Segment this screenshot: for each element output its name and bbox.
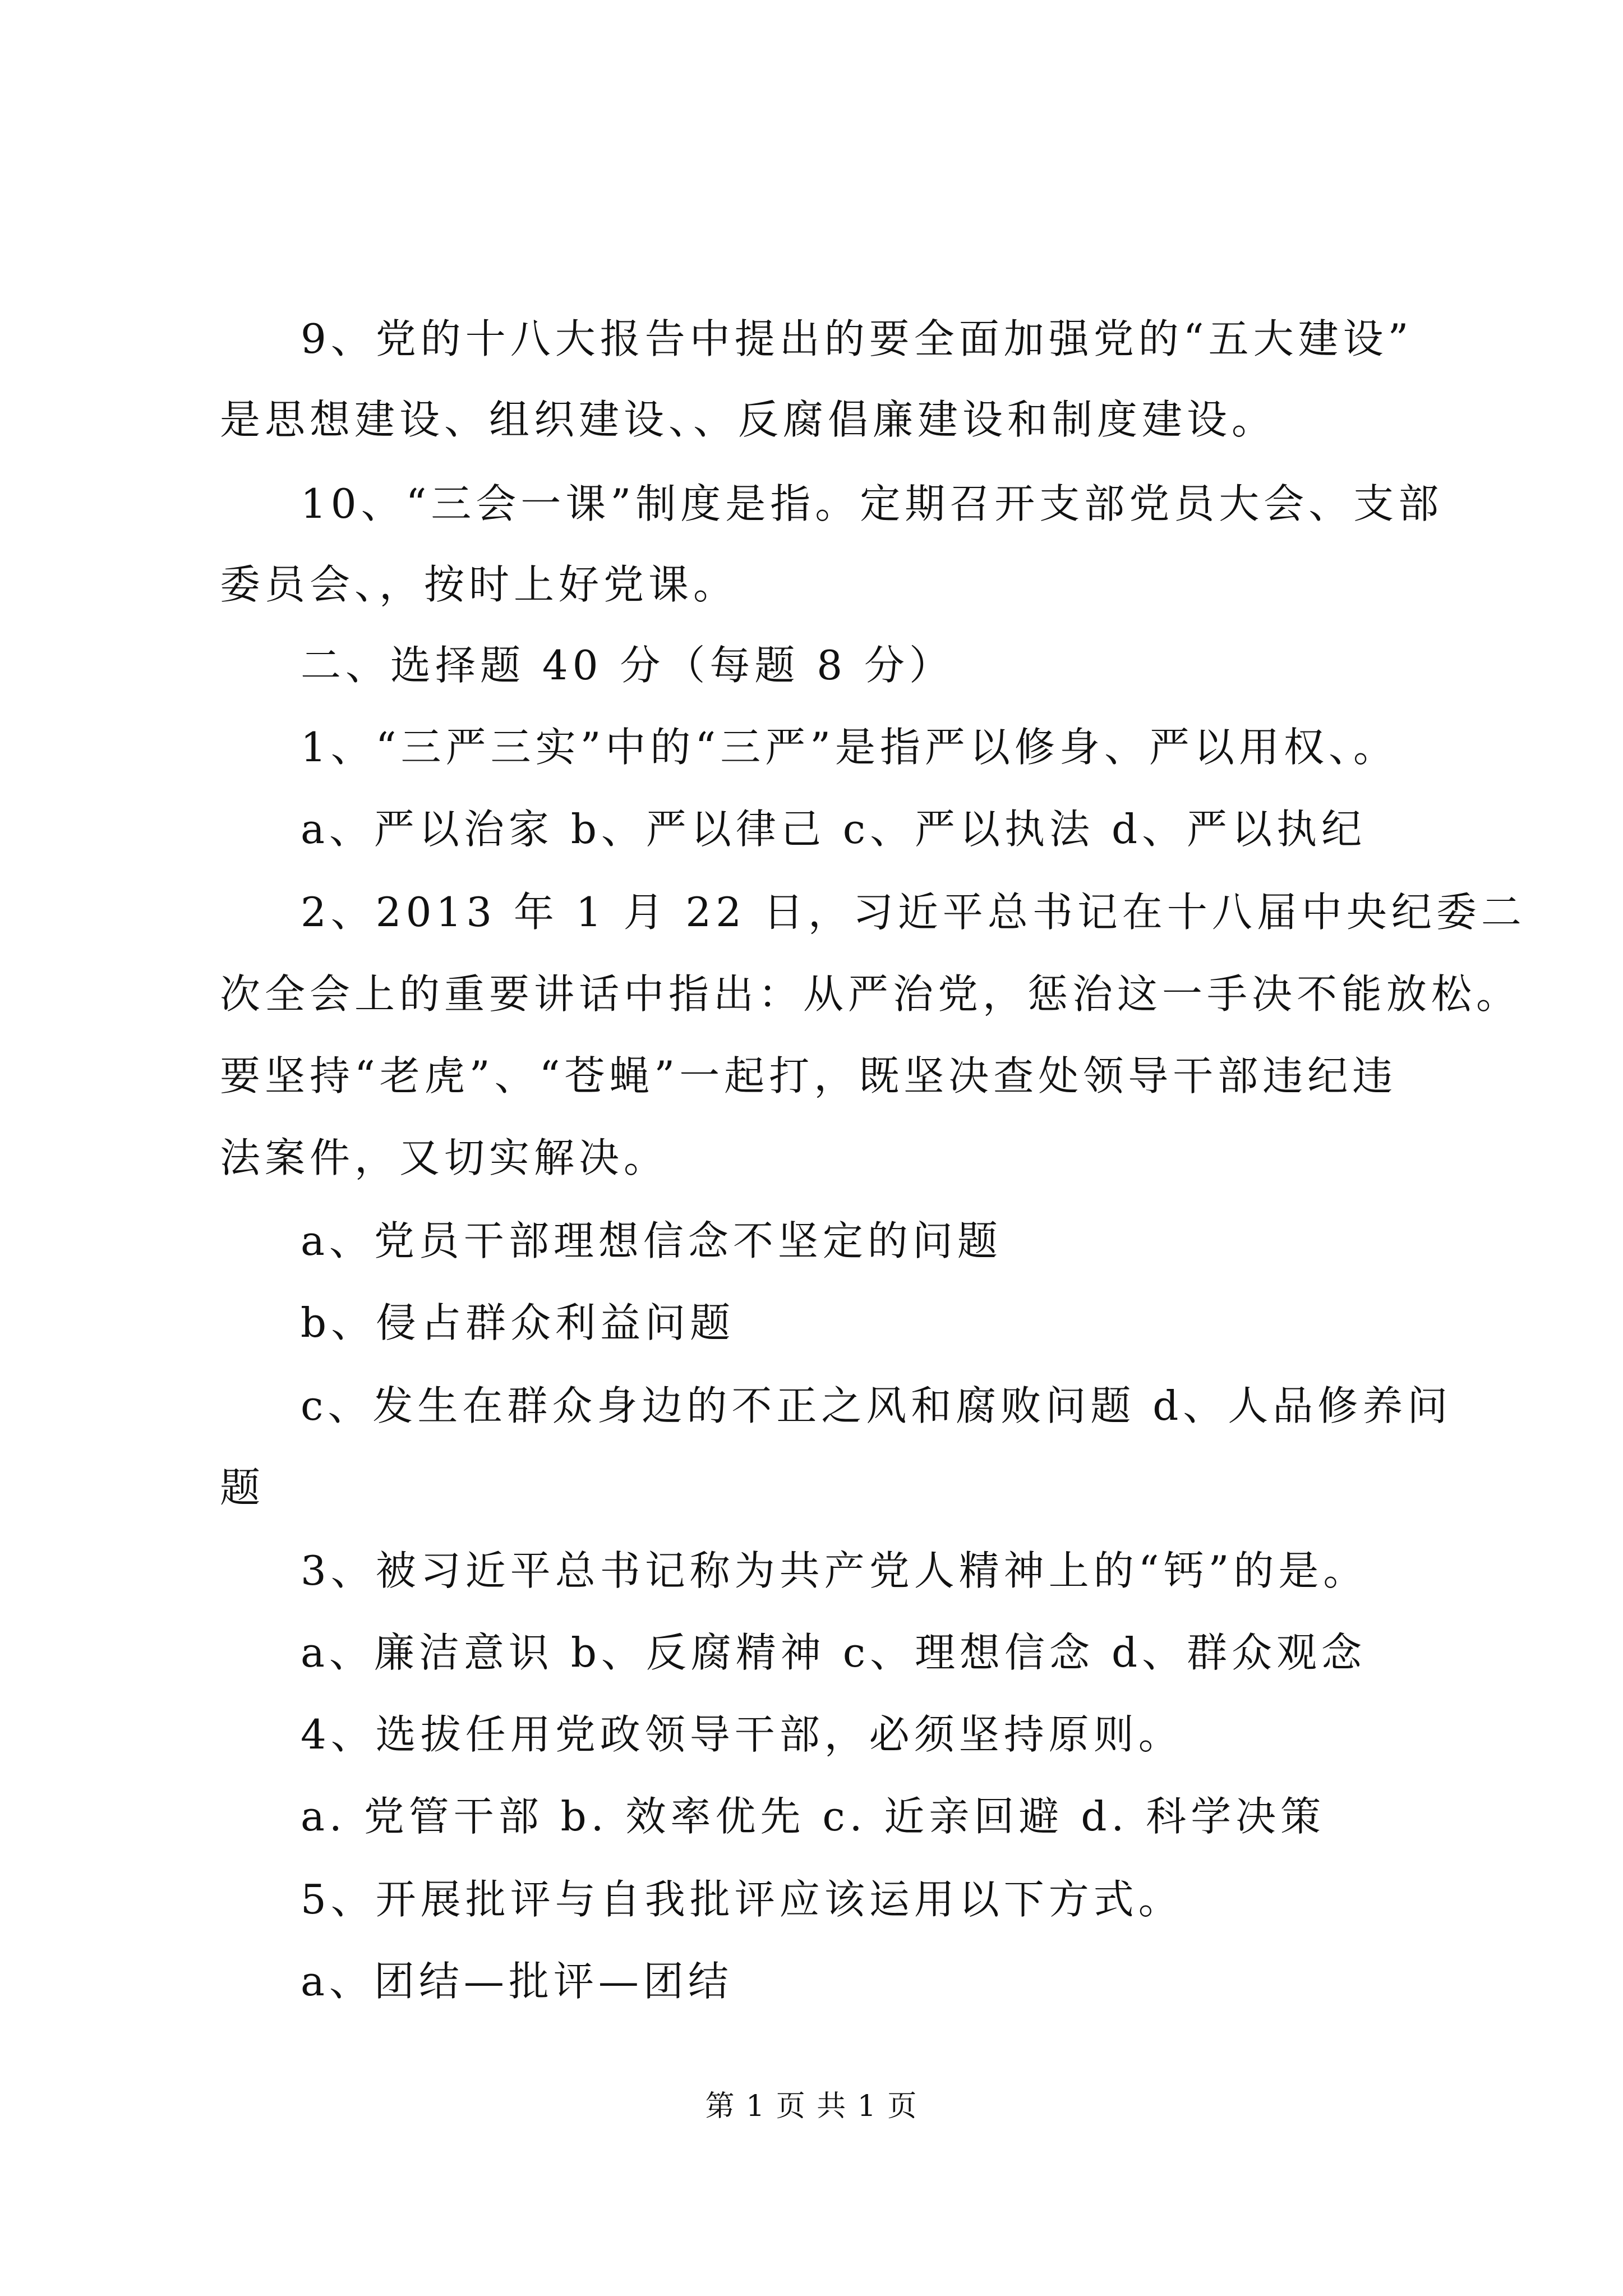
- question-line: 5、开展批评与自我批评应该运用以下方式。: [301, 1876, 1183, 1923]
- question-line: 次全会上的重要讲话中指出：从严治党，惩治这一手决不能放松。: [220, 970, 1521, 1018]
- question-line: 法案件，又切实解决。: [220, 1134, 669, 1181]
- question-line: 2、2013 年 1 月 22 日，习近平总书记在十八届中央纪委二: [301, 889, 1526, 936]
- question-line: 4、选拔任用党政领导干部，必须坚持原则。: [301, 1711, 1183, 1758]
- answer-options: a、廉洁意识 b、反腐精神 c、理想信念 d、群众观念: [301, 1629, 1367, 1676]
- text-line: 9、党的十八大报告中提出的要全面加强党的“五大建设”: [301, 315, 1413, 362]
- answer-option: c、发生在群众身边的不正之风和腐败问题 d、人品修养问: [301, 1382, 1453, 1429]
- question-line: 1、“三严三实”中的“三严”是指严以修身、严以用权、。: [301, 724, 1399, 771]
- section-heading: 二、选择题 40 分（每题 8 分）: [301, 642, 954, 689]
- text-line: 是思想建设、组织建设、、反腐倡廉建设和制度建设。: [220, 396, 1277, 443]
- answer-option: a、团结—批评—团结: [301, 1958, 733, 2005]
- text-line: 委员会、，按时上好党课。: [220, 561, 739, 608]
- question-line: 3、被习近平总书记称为共产党人精神上的“钙”的是。: [301, 1547, 1368, 1594]
- question-line: 要坚持“老虎”、“苍蝇”一起打，既坚决查处领导干部违纪违: [220, 1052, 1398, 1099]
- page-footer: 第 1 页 共 1 页: [705, 2090, 918, 2123]
- answer-options: a. 党管干部 b. 效率优先 c. 近亲回避 d. 科学决策: [301, 1793, 1326, 1840]
- answer-options: a、严以治家 b、严以律己 c、严以执法 d、严以执纪: [301, 806, 1367, 853]
- answer-option: a、党员干部理想信念不坚定的问题: [301, 1217, 1002, 1264]
- answer-option: b、侵占群众利益问题: [301, 1299, 735, 1346]
- answer-option: 题: [220, 1464, 265, 1511]
- text-line: 10、“三会一课”制度是指。定期召开支部党员大会、支部: [301, 480, 1444, 527]
